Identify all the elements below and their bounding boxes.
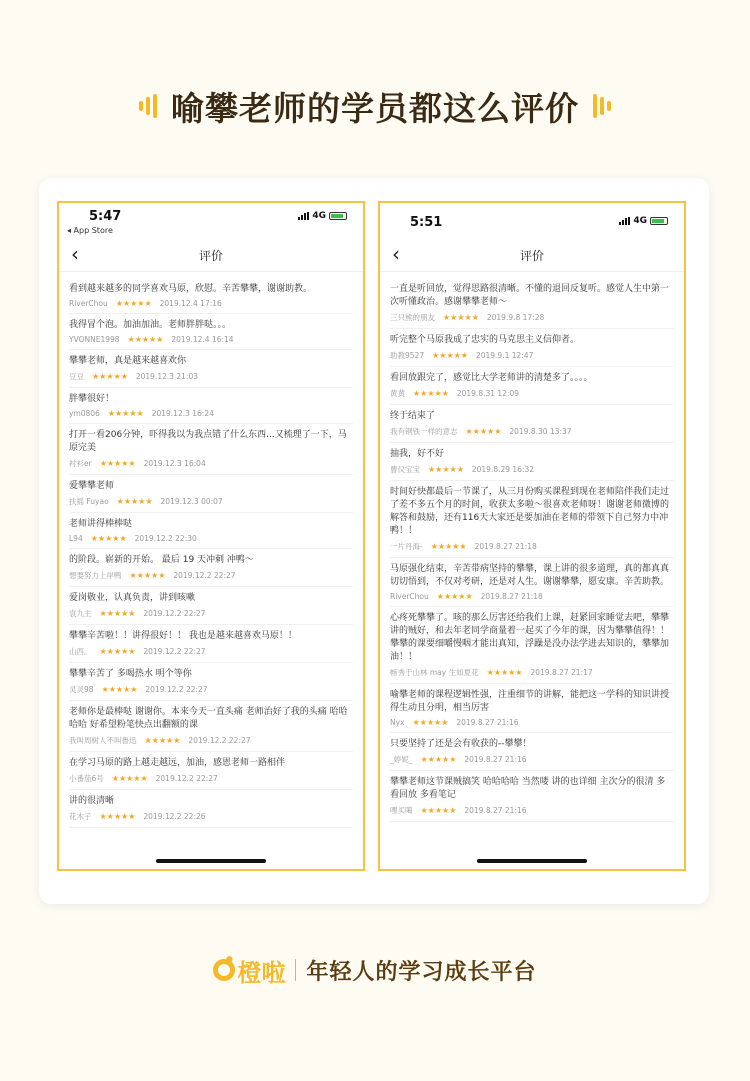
rating-stars-icon: ★★★★★ bbox=[116, 497, 153, 506]
review-meta bbox=[69, 811, 353, 822]
review-date: 2019.8.27 21:18 bbox=[474, 542, 537, 551]
review-meta bbox=[69, 409, 353, 418]
review-user: 想要努力上岸鸭 bbox=[69, 571, 122, 580]
right-phone-screenshot bbox=[378, 201, 686, 871]
review-meta bbox=[390, 718, 674, 727]
review-item bbox=[390, 481, 674, 558]
review-date: 2019.8.27 21:16 bbox=[464, 755, 527, 764]
review-date: 2019.12.4 17:16 bbox=[159, 299, 222, 308]
nav-title: 评价 bbox=[519, 249, 544, 263]
review-date: 2019.12.2 22:27 bbox=[143, 647, 206, 656]
review-meta bbox=[390, 464, 674, 475]
status-bar bbox=[59, 203, 363, 241]
review-date: 2019.12.2 22:27 bbox=[145, 685, 208, 694]
review-item bbox=[69, 513, 353, 549]
review-meta bbox=[390, 350, 674, 361]
review-meta bbox=[390, 541, 674, 552]
network-label: 4G bbox=[633, 216, 647, 226]
review-text: 攀攀辛苦啦！！讲得很好！！ 我也是越来越喜欢马原！！ bbox=[69, 631, 297, 641]
logo bbox=[213, 953, 285, 988]
review-user: 嘿买噶 bbox=[390, 806, 413, 815]
review-meta bbox=[69, 773, 353, 784]
review-text: 老师讲得棒棒哒 bbox=[69, 519, 133, 529]
rating-stars-icon: ★★★★★ bbox=[99, 647, 136, 656]
review-item bbox=[69, 475, 353, 513]
review-user: L94 bbox=[69, 534, 83, 543]
review-date: 2019.12.3 16:24 bbox=[151, 409, 214, 418]
orange-logo-icon bbox=[213, 959, 235, 981]
review-text: 攀攀辛苦了 多喝热水 明个等你 bbox=[69, 669, 192, 679]
review-text: 的阶段。崭新的开始。 最后 19 天冲刺 冲鸭～ bbox=[69, 555, 254, 565]
rating-stars-icon: ★★★★★ bbox=[99, 609, 136, 618]
review-item bbox=[390, 367, 674, 405]
review-text: 心疼死攀攀了。咳的那么厉害还给我们上课，赶紧回家睡觉去吧，攀攀讲的贼好，和去年老同学商量着一起买了今年的课，因为攀攀值得！！攀攀的课要细嚼慢咽才能出真知，浮躁是没办法学进去知识的，攀攀加油！！ bbox=[390, 613, 670, 662]
screenshots-card bbox=[39, 178, 709, 904]
back-to-app-store[interactable]: ◂ App Store bbox=[67, 226, 113, 235]
review-text: 在学习马原的路上越走越远，加油，感恩老师一路相伴 bbox=[69, 758, 286, 768]
review-item bbox=[69, 587, 353, 625]
rating-stars-icon: ★★★★★ bbox=[420, 755, 457, 764]
review-text: 马原强化结束，辛苦带病坚持的攀攀，课上讲的很多道理，真的都真真切切悟到，不仅对考研，还是对人生。谢谢攀攀，愿安康。辛苦助教。 bbox=[390, 564, 670, 587]
review-date: 2019.12.3 00:07 bbox=[160, 497, 223, 506]
review-meta bbox=[69, 570, 353, 581]
review-user: 豆豆 bbox=[69, 372, 84, 381]
review-text: 我得冒个泡。加油加油。老师胖胖哒。。。 bbox=[69, 320, 232, 330]
review-item bbox=[69, 549, 353, 587]
review-text: 终于结束了 bbox=[390, 411, 436, 421]
review-item bbox=[69, 752, 353, 790]
review-item bbox=[390, 443, 674, 481]
review-date: 2019.8.27 21:16 bbox=[456, 718, 519, 727]
review-date: 2019.8.30 13:37 bbox=[509, 427, 572, 436]
review-date: 2019.12.2 22:30 bbox=[134, 534, 197, 543]
rating-stars-icon: ★★★★★ bbox=[412, 718, 449, 727]
review-user: 黄黄 bbox=[390, 389, 405, 398]
review-item bbox=[69, 625, 353, 663]
review-user: 灵灵98 bbox=[69, 685, 94, 694]
network-status bbox=[298, 211, 347, 221]
review-user: _婷妮_ bbox=[390, 755, 413, 764]
review-meta bbox=[69, 735, 353, 746]
review-text: 讲的很清晰 bbox=[69, 796, 115, 806]
review-item bbox=[390, 684, 674, 733]
status-time: 5:51 bbox=[410, 215, 443, 230]
nav-title: 评价 bbox=[198, 249, 223, 263]
review-item bbox=[390, 278, 674, 329]
review-text: 胖攀很好！ bbox=[69, 394, 115, 404]
review-date: 2019.12.2 22:27 bbox=[188, 736, 251, 745]
review-text: 爱攀攀老师 bbox=[69, 481, 115, 491]
review-user: RiverChou bbox=[390, 592, 429, 601]
rating-stars-icon: ★★★★★ bbox=[465, 427, 502, 436]
logo-text: 橙啦 bbox=[237, 958, 286, 987]
rating-stars-icon: ★★★★★ bbox=[413, 389, 449, 398]
rating-stars-icon: ★★★★★ bbox=[107, 409, 144, 418]
rating-stars-icon: ★★★★★ bbox=[99, 812, 136, 821]
rating-stars-icon: ★★★★★ bbox=[90, 534, 127, 543]
review-date: 2019.8.27 21:16 bbox=[464, 806, 527, 815]
review-date: 2019.12.2 22:27 bbox=[173, 571, 236, 580]
review-date: 2019.12.3 16:04 bbox=[143, 459, 206, 468]
rating-stars-icon: ★★★★★ bbox=[101, 685, 138, 694]
review-item bbox=[390, 733, 674, 771]
review-item bbox=[69, 350, 353, 388]
review-meta bbox=[390, 754, 674, 765]
page-title: 喻攀老师的学员都这么评价 bbox=[171, 88, 579, 128]
review-user: 畅秀于山林 may 生如夏花 bbox=[390, 668, 479, 677]
home-indicator bbox=[156, 859, 266, 863]
rating-stars-icon: ★★★★★ bbox=[430, 542, 467, 551]
nav-bar bbox=[59, 241, 363, 272]
review-user: 小番茄6号 bbox=[69, 774, 104, 783]
review-meta bbox=[69, 299, 353, 308]
review-meta bbox=[69, 458, 353, 469]
nav-bar bbox=[380, 241, 684, 272]
battery-icon bbox=[650, 217, 668, 225]
review-meta bbox=[390, 667, 674, 678]
review-user: 助教9527 bbox=[390, 351, 425, 360]
back-chevron-icon[interactable]: ‹ bbox=[392, 242, 400, 266]
review-text: 喻攀老师的课程逻辑性强，注重细节的讲解，能把这一学科的知识讲授得生动且分明，相当厉害 bbox=[390, 690, 670, 713]
review-user: Nyx bbox=[390, 718, 405, 727]
review-meta bbox=[69, 371, 353, 382]
review-meta bbox=[390, 388, 674, 399]
brand-footer bbox=[0, 948, 750, 992]
status-time: 5:47 bbox=[89, 209, 122, 224]
review-text: 看回放跟完了，感觉比大学老师讲的清楚多了。。。。 bbox=[390, 373, 593, 383]
network-status bbox=[619, 216, 668, 226]
rating-stars-icon: ★★★★★ bbox=[443, 313, 479, 322]
review-list bbox=[59, 272, 363, 828]
review-date: 2019.12.2 22:27 bbox=[155, 774, 218, 783]
review-list bbox=[380, 272, 684, 822]
review-text: 抽我，好不好 bbox=[390, 449, 445, 459]
review-user: 花木子 bbox=[69, 812, 92, 821]
review-date: 2019.12.4 16:14 bbox=[171, 335, 234, 344]
rating-stars-icon: ★★★★★ bbox=[432, 351, 468, 360]
review-user: 衬衫er bbox=[69, 459, 92, 468]
review-meta bbox=[69, 684, 353, 695]
review-text: 打开一看206分钟，吓得我以为我点错了什么东西...又梳理了一下，马原完美 bbox=[69, 430, 347, 453]
rating-stars-icon: ★★★★★ bbox=[99, 459, 136, 468]
review-user: YVONNE1998 bbox=[69, 335, 120, 344]
review-item bbox=[69, 388, 353, 424]
review-user: 曹仪宝宝 bbox=[390, 465, 420, 474]
rating-stars-icon: ★★★★★ bbox=[486, 668, 523, 677]
review-text: 听完整个马原我成了忠实的马克思主义信仰者。 bbox=[390, 335, 580, 345]
battery-icon bbox=[329, 212, 347, 220]
back-chevron-icon[interactable]: ‹ bbox=[71, 242, 79, 266]
review-text: 攀攀老师这节课贼搞笑 哈哈哈哈 当然喽 讲的也详细 主次分的很清 多看回放 多看笔记 bbox=[390, 777, 666, 800]
home-indicator bbox=[477, 859, 587, 863]
rating-stars-icon: ★★★★★ bbox=[115, 299, 152, 308]
review-date: 2019.12.2 22:26 bbox=[143, 812, 206, 821]
network-label: 4G bbox=[312, 211, 326, 221]
review-meta bbox=[390, 426, 674, 437]
review-user: ym0806 bbox=[69, 409, 100, 418]
rating-stars-icon: ★★★★★ bbox=[436, 592, 473, 601]
rating-stars-icon: ★★★★★ bbox=[129, 571, 166, 580]
review-user: 我叫周树人不叫鲁迅 bbox=[69, 736, 137, 745]
review-item bbox=[69, 790, 353, 828]
left-phone-screenshot bbox=[57, 201, 365, 871]
headline bbox=[0, 78, 750, 134]
review-meta bbox=[69, 534, 353, 543]
review-text: 只要坚持了还是会有收获的--攀攀！ bbox=[390, 739, 532, 749]
review-text: 爱岗敬业，认真负责，讲到咳嗽 bbox=[69, 593, 196, 603]
review-date: 2019.12.3 21:03 bbox=[135, 372, 199, 381]
rating-stars-icon: ★★★★★ bbox=[428, 465, 464, 474]
review-date: 2019.9.8 17:28 bbox=[486, 313, 545, 322]
rating-stars-icon: ★★★★★ bbox=[420, 806, 457, 815]
rating-stars-icon: ★★★★★ bbox=[144, 736, 181, 745]
slogan: 年轻人的学习成长平台 bbox=[306, 959, 537, 985]
review-meta bbox=[69, 496, 353, 507]
review-item bbox=[69, 424, 353, 475]
rating-stars-icon: ★★★★★ bbox=[127, 335, 164, 344]
review-user: 扶摇 Fuyao bbox=[69, 497, 109, 506]
review-item bbox=[69, 663, 353, 701]
rating-stars-icon: ★★★★★ bbox=[111, 774, 148, 783]
review-date: 2019.8.29 16:32 bbox=[471, 465, 535, 474]
review-item bbox=[390, 329, 674, 367]
rating-stars-icon: ★★★★★ bbox=[92, 372, 128, 381]
review-meta bbox=[390, 312, 674, 323]
review-user: 山西。 bbox=[69, 647, 92, 656]
review-user: 一片丹海- bbox=[390, 542, 423, 551]
review-text: 看到越来越多的同学喜欢马原，欣慰。辛苦攀攀，谢谢助教。 bbox=[69, 284, 313, 294]
review-user: 我有钢铁一样的意志 bbox=[390, 427, 458, 436]
review-text: 攀攀老师，真是越来越喜欢你 bbox=[69, 356, 187, 366]
review-item bbox=[390, 558, 674, 607]
review-item bbox=[390, 607, 674, 684]
headline-deco-right bbox=[593, 94, 611, 118]
signal-icon bbox=[298, 212, 309, 220]
review-text: 一直是听回放，觉得思路很清晰。不懂的退回反复听。感觉人生中第一次听懂政治。感谢攀攀老师～ bbox=[390, 284, 670, 307]
review-date: 2019.8.31 12:09 bbox=[456, 389, 520, 398]
review-item bbox=[390, 771, 674, 822]
review-meta bbox=[390, 592, 674, 601]
review-item bbox=[69, 314, 353, 350]
review-item bbox=[69, 278, 353, 314]
review-item bbox=[390, 405, 674, 443]
review-date: 2019.8.27 21:18 bbox=[480, 592, 543, 601]
review-meta bbox=[390, 805, 674, 816]
signal-icon bbox=[619, 217, 630, 225]
review-user: 三只熊的朋友 bbox=[390, 313, 435, 322]
status-bar bbox=[380, 203, 684, 241]
review-text: 时间好快都最后一节课了，从三月份购买课程到现在老师陪伴我们走过了差不多五个月的时间，收获太多啦～很喜欢老师呀！谢谢老师微博的解答和鼓励，还有116天大家还是要加油在老师的带领下自己努力中冲鸭！！ bbox=[390, 487, 670, 536]
divider bbox=[295, 959, 296, 981]
review-text: 老师你是最棒哒 谢谢你。本来今天一直头痛 老师治好了我的头痛 哈哈哈哈 好希望粉笔快点出翻额的课 bbox=[69, 707, 348, 730]
review-user: RiverChou bbox=[69, 299, 108, 308]
review-date: 2019.9.1 12:47 bbox=[475, 351, 534, 360]
review-user: 袁九主 bbox=[69, 609, 92, 618]
review-item bbox=[69, 701, 353, 752]
review-date: 2019.12.2 22:27 bbox=[143, 609, 206, 618]
review-meta bbox=[69, 335, 353, 344]
review-date: 2019.8.27 21:17 bbox=[530, 668, 593, 677]
review-meta bbox=[69, 608, 353, 619]
review-meta bbox=[69, 646, 353, 657]
headline-deco-left bbox=[139, 94, 157, 118]
